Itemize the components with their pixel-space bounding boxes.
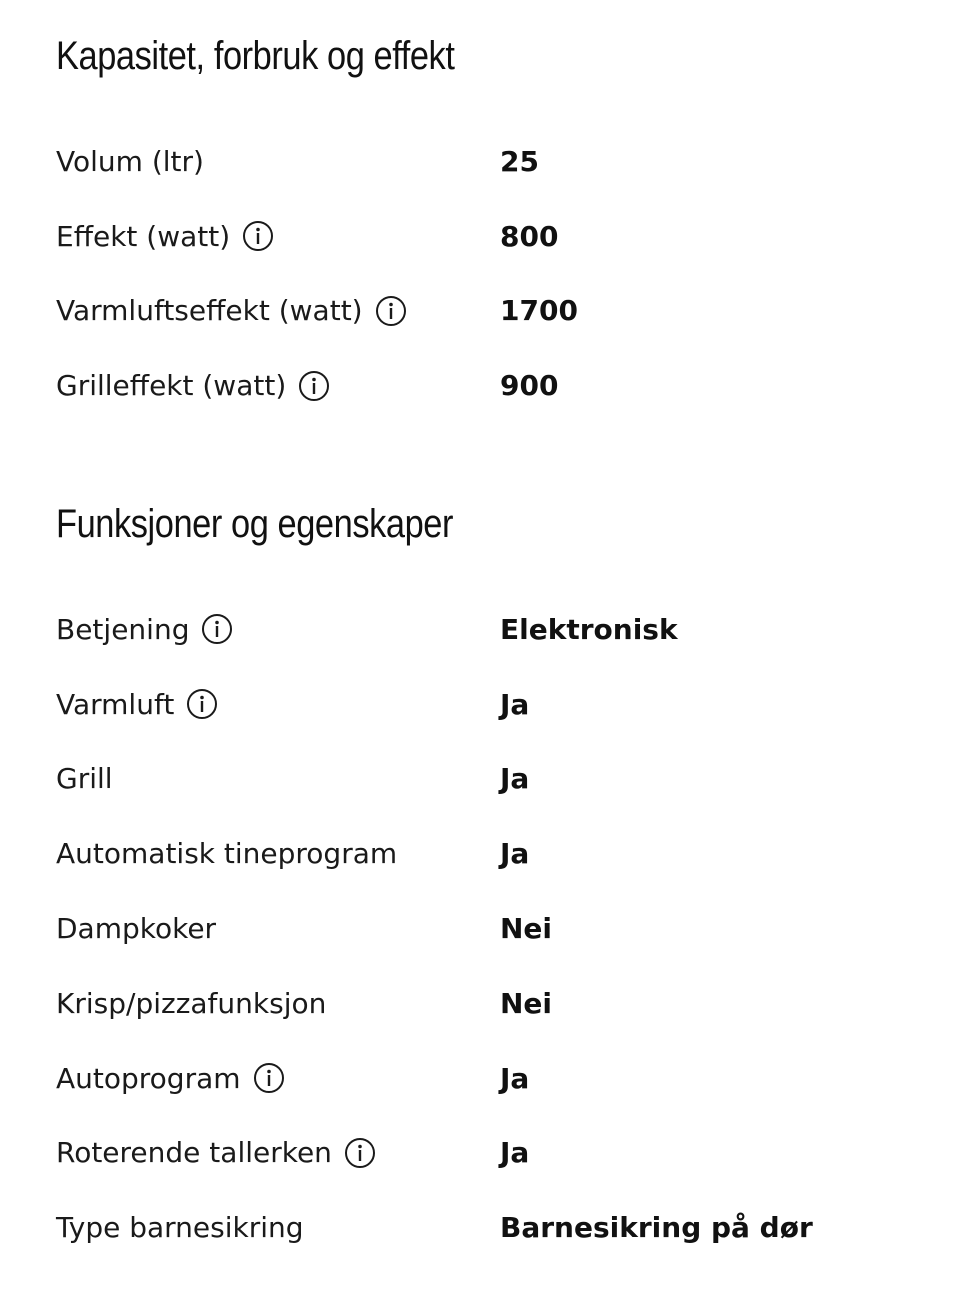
spec-value: 900	[500, 369, 559, 403]
spec-value: Elektronisk	[500, 612, 678, 646]
spec-value: Ja	[500, 1136, 530, 1170]
spec-row-grill-power	[56, 348, 940, 423]
spec-label-text: Varmluft	[56, 687, 175, 721]
info-circle-icon[interactable]	[242, 220, 274, 252]
section-title: Kapasitet, forbruk og effekt	[56, 34, 455, 78]
spec-label-text: Varmluftseffekt (watt)	[56, 294, 363, 328]
spec-label-text: Type barnesikring	[56, 1211, 304, 1245]
spec-value: Ja	[500, 762, 530, 796]
info-circle-icon[interactable]	[298, 370, 330, 402]
spec-row-child-lock	[56, 1190, 940, 1265]
info-circle-icon[interactable]	[253, 1062, 285, 1094]
spec-value: Ja	[500, 837, 530, 871]
section-features	[56, 500, 940, 1265]
spec-label-text: Volum (ltr)	[56, 144, 204, 178]
spec-label	[56, 369, 500, 402]
spec-label-text: Betjening	[56, 612, 190, 646]
spec-label	[56, 145, 500, 178]
spec-row-auto-defrost	[56, 816, 940, 891]
spec-label	[56, 987, 500, 1020]
spec-value: Nei	[500, 912, 553, 946]
spec-row-power	[56, 199, 940, 274]
spec-label	[56, 294, 500, 327]
spec-row-convection	[56, 667, 940, 742]
section-capacity	[56, 32, 940, 423]
spec-row-controls	[56, 592, 940, 667]
spec-row-crisp-pizza	[56, 966, 940, 1041]
spec-row-convection-power	[56, 274, 940, 349]
section-title: Funksjoner og egenskaper	[56, 502, 454, 546]
spec-label-text: Effekt (watt)	[56, 219, 231, 253]
spec-label	[56, 762, 500, 795]
spec-label-text: Roterende tallerken	[56, 1136, 332, 1170]
spec-label	[56, 688, 500, 721]
spec-value: 1700	[500, 294, 578, 328]
spec-label-text: Grill	[56, 762, 113, 796]
spec-label	[56, 837, 500, 870]
spec-label	[56, 1062, 500, 1095]
spec-row-grill	[56, 742, 940, 817]
spec-row-turntable	[56, 1116, 940, 1191]
spec-label	[56, 1136, 500, 1169]
spec-list-features	[56, 592, 940, 1265]
spec-value: Ja	[500, 1061, 530, 1095]
spec-label-text: Grilleffekt (watt)	[56, 369, 287, 403]
spec-value: Barnesikring på dør	[500, 1211, 813, 1245]
spec-row-steamer	[56, 891, 940, 966]
spec-label	[56, 1211, 500, 1244]
spec-value: 800	[500, 219, 559, 253]
spec-list-capacity	[56, 124, 940, 423]
info-circle-icon[interactable]	[186, 688, 218, 720]
spec-label	[56, 613, 500, 646]
info-circle-icon[interactable]	[344, 1137, 376, 1169]
info-circle-icon[interactable]	[201, 613, 233, 645]
spec-label-text: Automatisk tineprogram	[56, 837, 398, 871]
spec-row-volume	[56, 124, 940, 199]
spec-label	[56, 220, 500, 253]
spec-value: Ja	[500, 687, 530, 721]
spec-label-text: Dampkoker	[56, 912, 217, 946]
info-circle-icon[interactable]	[375, 295, 407, 327]
spec-label-text: Autoprogram	[56, 1061, 241, 1095]
spec-value: 25	[500, 144, 539, 178]
spec-value: Nei	[500, 986, 553, 1020]
spec-label	[56, 912, 500, 945]
spec-row-autoprogram	[56, 1041, 940, 1116]
spec-label-text: Krisp/pizzafunksjon	[56, 986, 327, 1020]
